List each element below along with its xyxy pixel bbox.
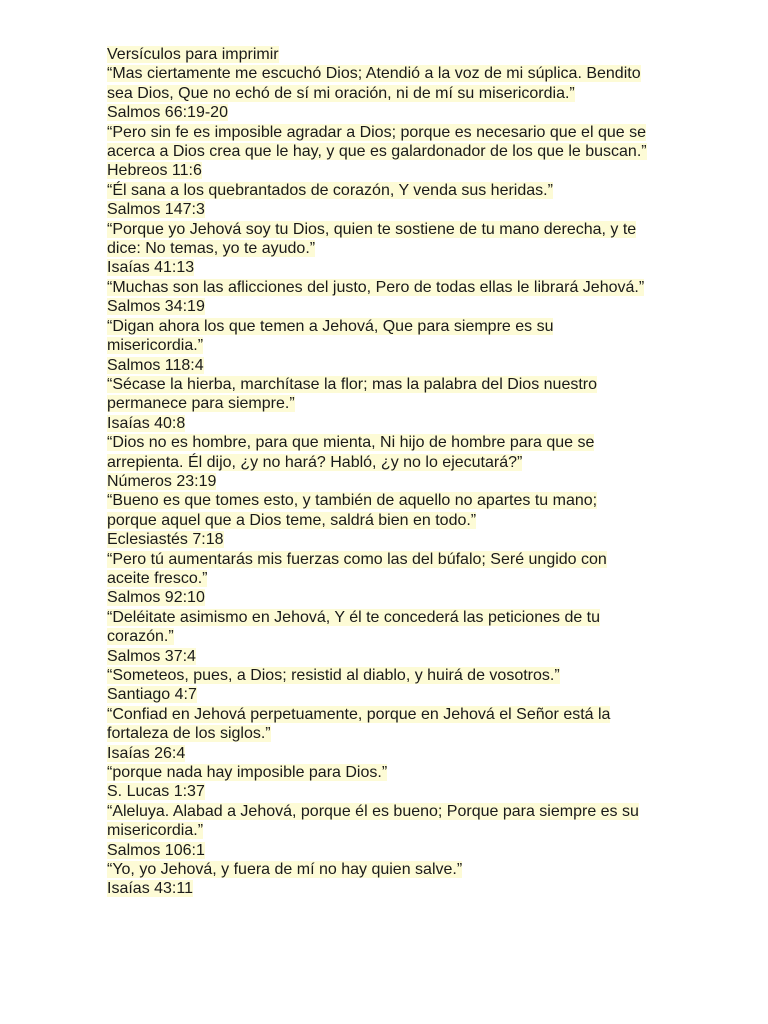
verse-reference: Isaías 26:4 <box>107 744 186 762</box>
verse-line <box>107 64 667 83</box>
verse-text: corazón.” <box>107 628 174 646</box>
verse-entry <box>107 860 667 899</box>
verse-text: misericordia.” <box>107 822 204 840</box>
verse-text: “Dios no es hombre, para que mienta, Ni hijo de hombre para que se <box>107 434 595 452</box>
verse-entry <box>107 802 667 860</box>
verse-reference-line <box>107 356 667 375</box>
verse-text: arrepienta. Él dijo, ¿y no hará? Habló, ¿y no lo ejecutará?” <box>107 453 523 471</box>
verse-text: misericordia.” <box>107 337 204 355</box>
title-line <box>107 45 667 64</box>
verse-reference-line <box>107 782 667 801</box>
verse-entry <box>107 763 667 802</box>
verse-reference-line <box>107 841 667 860</box>
verse-entry <box>107 317 667 375</box>
verse-line <box>107 123 667 142</box>
verse-line <box>107 239 667 258</box>
verse-entry <box>107 181 667 220</box>
verse-reference-line <box>107 647 667 666</box>
verse-text: dice: No temas, yo te ayudo.” <box>107 240 316 258</box>
verse-reference-line <box>107 161 667 180</box>
verse-entry <box>107 64 667 122</box>
verse-reference: S. Lucas 1:37 <box>107 783 205 801</box>
verse-text: permanece para siempre.” <box>107 395 295 413</box>
document-title: Versículos para imprimir <box>107 46 279 63</box>
verse-text: “Porque yo Jehová soy tu Dios, quien te sostiene de tu mano derecha, y te <box>107 220 637 238</box>
verse-text: aceite fresco.” <box>107 569 208 587</box>
verse-reference: Hebreos 11:6 <box>107 162 202 180</box>
verse-reference-line <box>107 297 667 316</box>
verse-entry <box>107 666 667 705</box>
verse-text: “Sécase la hierba, marchítase la flor; mas la palabra del Dios nuestro <box>107 375 598 393</box>
verse-line <box>107 375 667 394</box>
verse-text: “Pero tú aumentarás mis fuerzas como las del búfalo; Seré ungido con <box>107 550 607 568</box>
verse-reference: Salmos 66:19-20 <box>107 104 228 122</box>
verse-line <box>107 550 667 569</box>
verse-reference-line <box>107 103 667 122</box>
verse-line <box>107 724 667 743</box>
verse-line <box>107 278 667 297</box>
verse-entry <box>107 433 667 491</box>
verse-text: “Muchas son las aflicciones del justo, Pero de todas ellas le librará Jehová.” <box>107 278 645 296</box>
verse-line <box>107 317 667 336</box>
verse-text: “Someteos, pues, a Dios; resistid al diablo, y huirá de vosotros.” <box>107 667 560 684</box>
verse-reference: Isaías 41:13 <box>107 259 195 277</box>
verse-reference-line <box>107 744 667 763</box>
verse-line <box>107 627 667 646</box>
verse-reference: Salmos 92:10 <box>107 589 205 607</box>
verse-reference-line <box>107 588 667 607</box>
verse-entry <box>107 705 667 763</box>
verse-text: “Aleluya. Alabad a Jehová, porque él es bueno; Porque para siempre es su <box>107 802 639 820</box>
verse-reference-line <box>107 685 667 704</box>
verse-reference: Salmos 147:3 <box>107 201 205 219</box>
verse-reference-line <box>107 414 667 433</box>
verse-entry <box>107 278 667 317</box>
verse-text: “Bueno es que tomes esto, y también de aquello no apartes tu mano; <box>107 492 598 510</box>
verse-text: “Confiad en Jehová perpetuamente, porque en Jehová el Señor está la <box>107 705 611 723</box>
verse-line <box>107 336 667 355</box>
verse-entry <box>107 608 667 666</box>
verse-reference-line <box>107 530 667 549</box>
verse-reference: Salmos 37:4 <box>107 647 196 665</box>
verse-line <box>107 666 667 685</box>
verse-text: “porque nada hay imposible para Dios.” <box>107 764 388 782</box>
verse-line <box>107 181 667 200</box>
verse-reference: Salmos 106:1 <box>107 841 205 859</box>
verse-text: acerca a Dios crea que le hay, y que es galardonador de los que le buscan.” <box>107 143 647 161</box>
verse-line <box>107 394 667 413</box>
verse-text: “Digan ahora los que temen a Jehová, Que para siempre es su <box>107 317 554 335</box>
verse-reference: Isaías 40:8 <box>107 414 186 432</box>
verse-reference-line <box>107 200 667 219</box>
verse-line <box>107 511 667 530</box>
verse-reference: Salmos 118:4 <box>107 356 204 374</box>
verse-text: “Deléitate asimismo en Jehová, Y él te concederá las peticiones de tu <box>107 608 601 626</box>
verse-text: sea Dios, Que no echó de sí mi oración, ni de mí su misericordia.” <box>107 84 575 102</box>
verse-reference: Eclesiastés 7:18 <box>107 531 224 549</box>
verse-reference-line <box>107 258 667 277</box>
verse-entry <box>107 375 667 433</box>
verse-line <box>107 802 667 821</box>
verse-reference: Santiago 4:7 <box>107 686 197 704</box>
verse-reference: Isaías 43:11 <box>107 880 193 898</box>
verse-line <box>107 433 667 452</box>
verse-line <box>107 821 667 840</box>
verse-line <box>107 491 667 510</box>
verse-text: “Yo, yo Jehová, y fuera de mí no hay quien salve.” <box>107 861 463 879</box>
verse-text: “Él sana a los quebrantados de corazón, Y venda sus heridas.” <box>107 181 553 199</box>
verse-text: fortaleza de los siglos.” <box>107 725 271 743</box>
verse-text: “Pero sin fe es imposible agradar a Dios; porque es necesario que el que se <box>107 123 646 141</box>
verse-text: “Mas ciertamente me escuchó Dios; Atendió a la voz de mi súplica. Bendito <box>107 65 641 83</box>
verse-reference-line <box>107 879 667 898</box>
document-page <box>107 45 667 899</box>
verse-line <box>107 860 667 879</box>
verse-entry <box>107 220 667 278</box>
verse-line <box>107 142 667 161</box>
verse-line <box>107 763 667 782</box>
verse-reference-line <box>107 472 667 491</box>
verse-line <box>107 453 667 472</box>
verse-entry <box>107 550 667 608</box>
verse-reference: Salmos 34:19 <box>107 298 205 316</box>
verse-line <box>107 705 667 724</box>
verse-entry <box>107 491 667 549</box>
verse-reference: Números 23:19 <box>107 472 217 490</box>
verse-line <box>107 569 667 588</box>
verse-text: porque aquel que a Dios teme, saldrá bien en todo.” <box>107 511 477 529</box>
verse-line <box>107 608 667 627</box>
verse-entry <box>107 123 667 181</box>
verse-line <box>107 220 667 239</box>
verse-line <box>107 84 667 103</box>
